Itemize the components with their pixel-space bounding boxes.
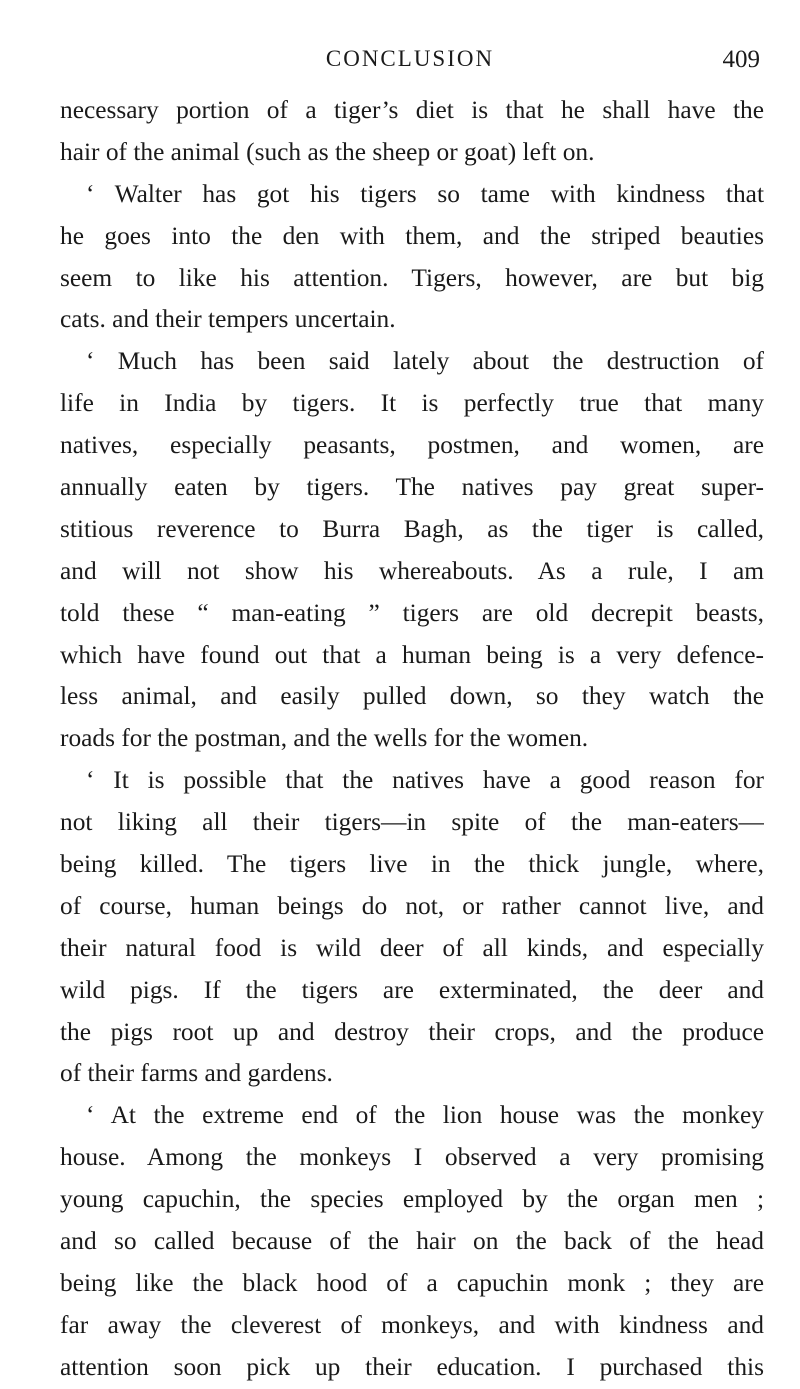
text-line: attention soon pick up their education. I purchased this <box>60 1352 764 1381</box>
text-line: life in India by tigers. It is perfectly true that many <box>60 389 764 418</box>
text-line: ‘ It is possible that the natives have a good reason for <box>86 766 764 795</box>
text-line: hair of the animal (such as the sheep or goat) left on. <box>60 137 595 166</box>
text-line: house. Among the monkeys I observed a very promising <box>60 1143 764 1172</box>
text-line: less animal, and easily pulled down, so they watch the <box>60 682 764 711</box>
text-line: not liking all their tigers—in spite of the man-eaters— <box>60 808 764 837</box>
text-line: being like the black hood of a capuchin monk ; they are <box>60 1268 764 1297</box>
text-line: seem to like his attention. Tigers, however, are but big <box>60 263 764 292</box>
text-line: and so called because of the hair on the back of the head <box>60 1227 764 1256</box>
text-line: he goes into the den with them, and the striped beauties <box>60 221 764 250</box>
text-line: young capuchin, the species employed by the organ men ; <box>60 1185 764 1214</box>
text-line: annually eaten by tigers. The natives pay great super- <box>60 473 764 502</box>
text-line: roads for the postman, and the wells for the women. <box>60 724 589 753</box>
text-line: their natural food is wild deer of all kinds, and especially <box>60 933 764 962</box>
text-line: of their farms and gardens. <box>60 1059 333 1088</box>
text-line: natives, especially peasants, postmen, and women, are <box>60 431 764 460</box>
text-line: wild pigs. If the tigers are exterminated, the deer and <box>60 975 764 1004</box>
text-line: which have found out that a human being is a very defence- <box>60 640 764 669</box>
text-line: ‘ At the extreme end of the lion house was the monkey <box>86 1101 764 1130</box>
page-number: 409 <box>722 46 760 73</box>
text-line: and will not show his whereabouts. As a rule, I am <box>60 556 764 585</box>
text-line: stitious reverence to Burra Bagh, as the tiger is called, <box>60 514 764 543</box>
text-line: ‘ Much has been said lately about the destruction of <box>86 347 764 376</box>
text-line: told these “ man-eating ” tigers are old decrepit beasts, <box>60 598 764 627</box>
text-line: ‘ Walter has got his tigers so tame with kindness that <box>86 179 764 208</box>
running-title: CONCLUSION <box>325 46 495 71</box>
text-line: the pigs root up and destroy their crops, and the produce <box>60 1017 764 1046</box>
running-head <box>60 46 760 80</box>
text-line: of course, human beings do not, or rather cannot live, and <box>60 891 764 920</box>
text-line: being killed. The tigers live in the thick jungle, where, <box>60 850 764 879</box>
body-text <box>60 90 764 1389</box>
text-line: far away the cleverest of monkeys, and with kindness and <box>60 1310 764 1339</box>
text-line: cats. and their tempers uncertain. <box>60 305 396 334</box>
text-line: necessary portion of a tiger’s diet is that he shall have the <box>60 96 764 124</box>
